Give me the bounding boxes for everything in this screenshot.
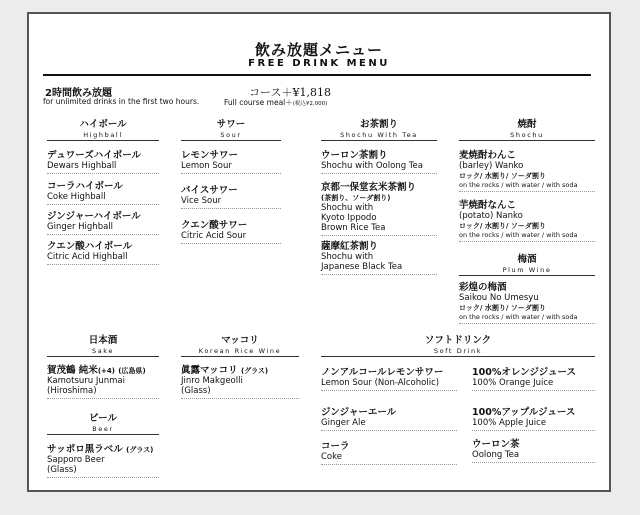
section-rule <box>459 140 595 141</box>
item-name-jp: クエン酸ハイボール <box>47 241 133 252</box>
item-name-en: Dewars Highball <box>47 161 117 171</box>
menu-item <box>459 147 595 192</box>
section-header-sour <box>181 116 281 141</box>
item-style-jp: ロック/ 水割り/ ソーダ割り <box>459 304 546 312</box>
menu-item <box>459 279 595 324</box>
section-header-sake <box>47 332 159 357</box>
item-name-jp: 賀茂鶴 純米(+4) (広島県) <box>47 365 146 376</box>
item-style-jp: (茶割り、ソーダ割り) <box>321 194 391 202</box>
menu-card <box>27 12 611 492</box>
section-title-en: Shochu <box>510 131 544 139</box>
menu-item <box>181 362 299 399</box>
item-tag: (グラス) <box>240 367 269 375</box>
menu-title: 飲み放題メニュー <box>254 41 383 59</box>
dotted-divider <box>181 208 281 209</box>
section-header-beer <box>47 410 159 435</box>
menu-item <box>321 404 457 431</box>
menu-item <box>321 147 437 174</box>
item-name-en: Citric Acid Highball <box>47 252 128 262</box>
section-title-en: Highball <box>83 131 123 139</box>
dotted-divider <box>181 173 281 174</box>
section-title-jp: ハイボール <box>79 119 127 130</box>
dotted-divider <box>472 462 595 463</box>
menu-item <box>47 441 159 478</box>
dotted-divider <box>47 477 159 478</box>
item-name-en: (potato) Nanko <box>459 211 523 221</box>
dotted-divider <box>47 204 159 205</box>
section-rule <box>181 140 281 141</box>
section-title-en: Shochu With Tea <box>340 131 418 139</box>
section-title-jp: お茶割り <box>359 119 398 130</box>
section-rule <box>459 275 595 276</box>
item-name-jp: ウーロン茶 <box>472 439 520 450</box>
dotted-divider <box>47 234 159 235</box>
item-name-jp: 100%オレンジジュース <box>472 367 576 378</box>
item-name-en: Coke Highball <box>47 192 106 202</box>
item-name-jp: デュワーズハイボール <box>47 150 142 161</box>
section-title-jp: 焼酎 <box>517 119 537 130</box>
item-name-jp: 薩摩紅茶割り <box>321 241 379 252</box>
plan-note-tax: (税込¥2,000) <box>292 101 328 107</box>
dotted-divider <box>321 430 457 431</box>
dotted-divider <box>472 430 595 431</box>
section-title-en: Korean Rice Wine <box>198 347 282 355</box>
item-name-en: (Glass) <box>181 386 211 396</box>
item-name-en: (barley) Wanko <box>459 161 524 171</box>
item-name-jp: ジンジャーエール <box>321 407 397 418</box>
item-name-en: 100% Apple Juice <box>472 418 547 428</box>
item-name-jp: レモンサワー <box>181 150 239 161</box>
plan-price: コース＋¥1,818 <box>249 86 331 99</box>
section-title-jp: 梅酒 <box>517 254 537 265</box>
menu-item <box>181 147 281 174</box>
menu-item <box>47 147 159 174</box>
plan-name: 2時間飲み放題 <box>45 88 112 99</box>
item-style-en: on the rocks / with water / with soda <box>459 313 578 321</box>
menu-item <box>321 364 457 391</box>
dotted-divider <box>459 191 595 192</box>
item-name-en: Saikou No Umesyu <box>459 293 539 303</box>
menu-item <box>321 179 437 236</box>
section-rule <box>181 356 299 357</box>
section-rule <box>47 356 159 357</box>
section-title-en: Sour <box>220 131 242 139</box>
item-name-jp: 彩煌の梅酒 <box>459 282 507 293</box>
dotted-divider <box>321 464 457 465</box>
section-title-en: Plum Wine <box>502 266 552 274</box>
item-name-jp: サッポロ黒ラベル (グラス) <box>47 444 154 455</box>
dotted-divider <box>321 173 437 174</box>
section-title-en: Soft Drink <box>433 347 483 355</box>
dotted-divider <box>47 398 159 399</box>
item-name-jp: 芋焼酎なんこ <box>459 200 517 211</box>
menu-item <box>321 438 457 465</box>
item-name-en: Vice Sour <box>181 196 222 206</box>
section-rule <box>47 434 159 435</box>
item-name-en: Ginger Ale <box>321 418 366 428</box>
dotted-divider <box>459 241 595 242</box>
item-name-jp: ノンアルコールレモンサワー <box>321 367 444 378</box>
section-title-en: Sake <box>91 347 115 355</box>
item-style-jp: ロック/ 水割り/ ソーダ割り <box>459 172 546 180</box>
item-name-en: Brown Rice Tea <box>321 223 386 233</box>
item-name-jp: 麦焼酎わんこ <box>459 150 517 161</box>
item-name-en: Shochu with Oolong Tea <box>321 161 423 171</box>
item-name-jp: バイスサワー <box>181 185 238 196</box>
item-name-jp: クエン酸サワー <box>181 220 248 231</box>
menu-item <box>472 364 595 391</box>
menu-item <box>47 238 159 265</box>
item-style-en: on the rocks / with water / with soda <box>459 181 578 189</box>
item-tag: (+4) <box>97 367 115 375</box>
section-header-plum <box>459 251 595 276</box>
dotted-divider <box>321 274 437 275</box>
item-name-jp: コーラ <box>321 441 350 452</box>
item-name-en: Japanese Black Tea <box>321 262 403 272</box>
item-name-jp: ウーロン茶割り <box>321 150 388 161</box>
section-rule <box>321 356 595 357</box>
section-header-makgeolli <box>181 332 299 357</box>
menu-item <box>181 217 281 244</box>
section-header-tea <box>321 116 437 141</box>
menu-item <box>181 182 281 209</box>
dotted-divider <box>321 390 457 391</box>
section-rule <box>47 140 159 141</box>
dotted-divider <box>472 390 595 391</box>
menu-item <box>472 436 595 463</box>
item-name-jp: 100%アップルジュース <box>472 407 576 418</box>
item-name-en: 100% Orange Juice <box>472 378 554 388</box>
menu-subtitle: FREE DRINK MENU <box>248 58 390 69</box>
item-name-en: (Glass) <box>47 465 77 475</box>
item-name-en: Lemon Sour (Non-Alcoholic) <box>321 378 440 388</box>
dotted-divider <box>181 398 299 399</box>
dotted-divider <box>47 173 159 174</box>
menu-item <box>472 404 595 431</box>
dotted-divider <box>181 243 281 244</box>
item-name-en: Oolong Tea <box>472 450 520 460</box>
menu-item <box>47 178 159 205</box>
item-name-en: Kamotsuru Junmai <box>47 376 125 386</box>
item-name-en: Shochu with <box>321 252 374 262</box>
item-name-en: Kyoto Ippodo <box>321 213 377 223</box>
plan-description: for unlimited drinks in the first two hours. <box>43 97 200 106</box>
item-name-en: Jinro Makgeolli <box>181 376 243 386</box>
item-name-en: Lemon Sour <box>181 161 232 171</box>
section-title-en: Beer <box>92 425 114 433</box>
item-name-jp: 眞露マッコリ (グラス) <box>181 365 269 376</box>
section-title-jp: ソフトドリンク <box>424 335 492 346</box>
item-tag: (グラス) <box>126 446 154 454</box>
item-name-en: Sapporo Beer <box>47 455 105 465</box>
section-header-highball <box>47 116 159 141</box>
dotted-divider <box>459 323 595 324</box>
plan-note: Full course meal＋(税込¥2,000) <box>224 98 328 107</box>
menu-item <box>321 238 437 275</box>
section-title-jp: サワー <box>216 119 246 130</box>
item-name-en: Citric Acid Sour <box>181 231 247 241</box>
menu-item <box>459 197 595 242</box>
menu-item <box>47 208 159 235</box>
item-name-jp: ジンジャーハイボール <box>47 211 141 222</box>
item-name-en: Shochu with <box>321 203 374 213</box>
section-title-jp: 日本酒 <box>88 335 118 346</box>
item-name-jp: 京都一保堂玄米茶割り <box>321 182 417 193</box>
item-region: (広島県) <box>118 367 146 375</box>
item-name-en: Ginger Highball <box>47 222 114 232</box>
item-style-en: on the rocks / with water / with soda <box>459 231 578 239</box>
section-title-jp: ビール <box>89 413 117 424</box>
item-name-en: Coke <box>321 452 342 462</box>
item-style-jp: ロック/ 水割り/ ソーダ割り <box>459 222 546 230</box>
section-rule <box>321 140 437 141</box>
menu-item <box>47 362 159 399</box>
item-name-en: (Hiroshima) <box>47 386 97 396</box>
title-divider <box>43 74 591 76</box>
section-header-shochu <box>459 116 595 141</box>
dotted-divider <box>47 264 159 265</box>
dotted-divider <box>321 235 437 236</box>
section-title-jp: マッコリ <box>221 335 259 346</box>
section-header-soft-drink <box>321 332 595 357</box>
item-name-jp: コーラハイボール <box>47 181 123 192</box>
